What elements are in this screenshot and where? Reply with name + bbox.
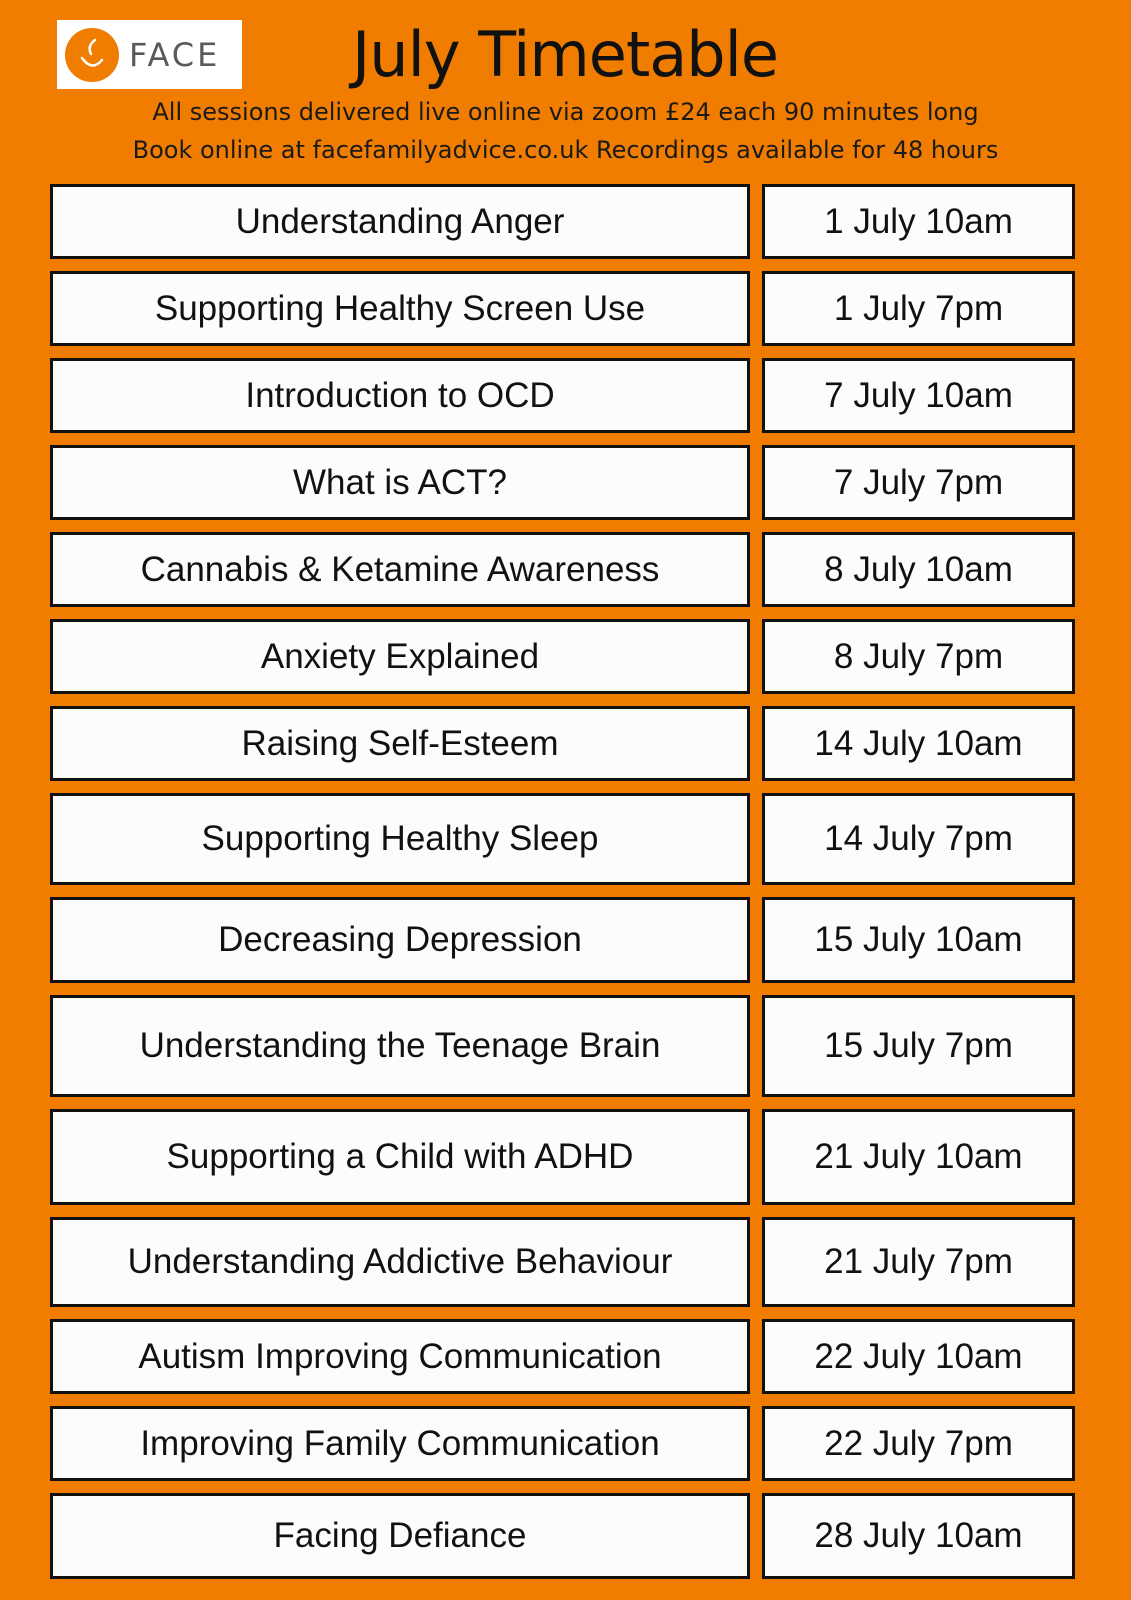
- session-title: Supporting Healthy Screen Use: [50, 271, 750, 346]
- session-row: [50, 995, 1075, 1097]
- session-title: Autism Improving Communication: [50, 1319, 750, 1394]
- session-row: [50, 706, 1075, 781]
- session-title: Supporting Healthy Sleep: [50, 793, 750, 885]
- session-row: [50, 1319, 1075, 1394]
- session-date: 28 July 10am: [762, 1493, 1075, 1579]
- face-logo: [57, 20, 242, 89]
- logo-text: FACE: [129, 35, 221, 74]
- session-date: 15 July 10am: [762, 897, 1075, 983]
- session-row: [50, 1493, 1075, 1579]
- session-date: 8 July 7pm: [762, 619, 1075, 694]
- session-row: [50, 445, 1075, 520]
- page-title: July Timetable: [352, 18, 778, 91]
- session-title: Decreasing Depression: [50, 897, 750, 983]
- session-date: 7 July 10am: [762, 358, 1075, 433]
- session-row: [50, 897, 1075, 983]
- session-title: Introduction to OCD: [50, 358, 750, 433]
- session-date: 22 July 10am: [762, 1319, 1075, 1394]
- session-date: 8 July 10am: [762, 532, 1075, 607]
- session-row: [50, 793, 1075, 885]
- session-title: Raising Self-Esteem: [50, 706, 750, 781]
- session-date: 1 July 10am: [762, 184, 1075, 259]
- session-title: What is ACT?: [50, 445, 750, 520]
- session-date: 14 July 7pm: [762, 793, 1075, 885]
- session-row: [50, 184, 1075, 259]
- session-date: 1 July 7pm: [762, 271, 1075, 346]
- session-title: Facing Defiance: [50, 1493, 750, 1579]
- session-title: Improving Family Communication: [50, 1406, 750, 1481]
- session-title: Understanding Anger: [50, 184, 750, 259]
- session-row: [50, 1406, 1075, 1481]
- session-date: 7 July 7pm: [762, 445, 1075, 520]
- session-row: [50, 271, 1075, 346]
- session-row: [50, 532, 1075, 607]
- session-date: 22 July 7pm: [762, 1406, 1075, 1481]
- session-date: 15 July 7pm: [762, 995, 1075, 1097]
- session-title: Anxiety Explained: [50, 619, 750, 694]
- session-title: Cannabis & Ketamine Awareness: [50, 532, 750, 607]
- session-row: [50, 619, 1075, 694]
- session-title: Supporting a Child with ADHD: [50, 1109, 750, 1205]
- subtitle-line-2: Book online at facefamilyadvice.co.uk Recordings available for 48 hours: [132, 136, 999, 164]
- session-row: [50, 358, 1075, 433]
- session-row: [50, 1217, 1075, 1307]
- subtitle-line-1: All sessions delivered live online via zoom £24 each 90 minutes long: [152, 98, 979, 126]
- face-smile-logo-icon: [65, 28, 119, 82]
- session-date: 21 July 7pm: [762, 1217, 1075, 1307]
- session-date: 21 July 10am: [762, 1109, 1075, 1205]
- session-title: Understanding Addictive Behaviour: [50, 1217, 750, 1307]
- session-date: 14 July 10am: [762, 706, 1075, 781]
- timetable: [50, 184, 1075, 1579]
- session-title: Understanding the Teenage Brain: [50, 995, 750, 1097]
- session-row: [50, 1109, 1075, 1205]
